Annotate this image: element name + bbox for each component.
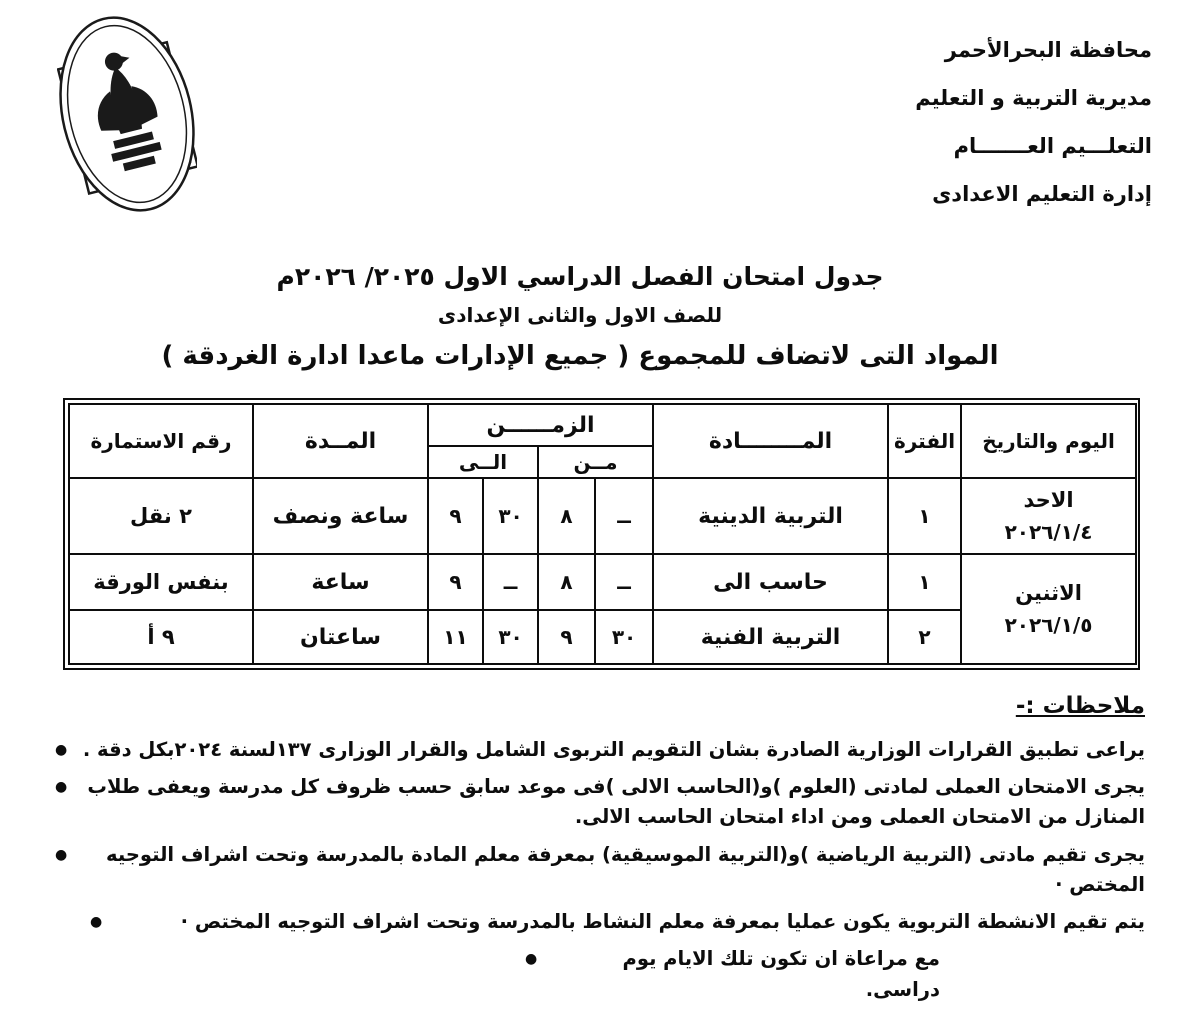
day-label: الاحد bbox=[1023, 488, 1074, 513]
cell-duration: ساعة ونصف bbox=[253, 478, 428, 554]
bullet-icon: ● bbox=[55, 846, 68, 863]
table-row bbox=[69, 478, 1136, 554]
col-header-time-from: مــن bbox=[538, 446, 653, 478]
cell-to-hour: ٩ bbox=[428, 554, 483, 610]
cell-duration: ساعة bbox=[253, 554, 428, 610]
cell-day-date bbox=[961, 478, 1136, 554]
cell-from-minute: ٣٠ bbox=[595, 610, 653, 664]
title-exam-schedule: جدول امتحان الفصل الدراسي الاول ٢٠٢٥/ ٢٠٢٦م bbox=[276, 262, 884, 291]
ministry-logo bbox=[57, 6, 197, 216]
cell-subject: التربية الدينية bbox=[653, 478, 888, 554]
note-item bbox=[55, 772, 1145, 832]
cell-form-number: بنفس الورقة bbox=[69, 554, 253, 610]
cell-day-date bbox=[961, 554, 1136, 664]
date-label: ٢٠٢٦/١/٥ bbox=[1004, 612, 1093, 637]
org-header bbox=[915, 40, 1152, 232]
org-directorate: مديرية التربية و التعليم bbox=[915, 86, 1152, 110]
note-text: يتم تقيم الانشطة التربوية يكون عمليا بمعرفة معلم النشاط بالمدرسة وتحت اشراف التوجيه المختص · bbox=[180, 910, 1145, 934]
note-item bbox=[525, 944, 1145, 1004]
day-label: الاثنين bbox=[1015, 581, 1082, 606]
exam-schedule-table bbox=[63, 398, 1140, 670]
document-title bbox=[0, 262, 1160, 371]
org-prep-administration: إدارة التعليم الاعدادى bbox=[932, 182, 1152, 206]
bullet-icon: ● bbox=[55, 742, 68, 758]
bullet-icon: ● bbox=[525, 951, 538, 968]
notes-section bbox=[55, 693, 1145, 1012]
col-header-period: الفترة bbox=[888, 404, 961, 478]
cell-from-hour: ٩ bbox=[538, 610, 595, 664]
cell-period: ١ bbox=[888, 554, 961, 610]
notes-heading: ملاحظات :- bbox=[1015, 693, 1145, 719]
bullet-icon: ● bbox=[90, 914, 103, 931]
note-item bbox=[55, 840, 1145, 900]
note-text: يراعى تطبيق القرارات الوزارية الصادرة بشان التقويم التربوى الشامل والقرار الوزارى ١٣٧لسنة ٢٠٢٤بكل دقة . bbox=[82, 738, 1145, 761]
col-header-day-date: اليوم والتاريخ bbox=[961, 404, 1136, 478]
col-header-form-number: رقم الاستمارة bbox=[69, 404, 253, 478]
cell-from-hour: ٨ bbox=[538, 478, 595, 554]
col-header-subject: المــــــــادة bbox=[653, 404, 888, 478]
note-text: يجرى الامتحان العملى لمادتى (العلوم )و(الحاسب الالى )فى موعد سابق حسب ظروف كل مدرسة ويعفى طلاب المنازل من الامتحان العملى ومن اداء امتحان الحاسب الالى. bbox=[87, 775, 1145, 829]
cell-to-minute: ٣٠ bbox=[483, 478, 538, 554]
eagle-emblem-icon bbox=[57, 6, 197, 216]
note-text: يجرى تقيم مادتى (التربية الرياضية )و(التربية الموسيقية) بمعرفة معلم المادة بالمدرسة وتحت اشراف التوجيه المختص · bbox=[106, 842, 1145, 896]
date-label: ٢٠٢٦/١/٤ bbox=[1004, 519, 1093, 544]
cell-to-minute: ٣٠ bbox=[483, 610, 538, 664]
cell-duration: ساعتان bbox=[253, 610, 428, 664]
col-header-duration: المــدة bbox=[253, 404, 428, 478]
title-grades: للصف الاول والثانى الإعدادى bbox=[437, 303, 723, 327]
cell-subject: التربية الفنية bbox=[653, 610, 888, 664]
org-general-education: التعلـــيم العـــــــام bbox=[953, 134, 1152, 158]
cell-form-number: ٢ نقل bbox=[69, 478, 253, 554]
note-text: مع مراعاة ان تكون تلك الايام يوم دراسى. bbox=[622, 947, 940, 1001]
note-item bbox=[55, 735, 1145, 765]
col-header-time: الزمــــــن bbox=[428, 404, 653, 446]
cell-from-hour: ٨ bbox=[538, 554, 595, 610]
org-governorate: محافظة البحرالأحمر bbox=[944, 38, 1152, 62]
cell-period: ٢ bbox=[888, 610, 961, 664]
cell-to-hour: ٩ bbox=[428, 478, 483, 554]
cell-form-number: ٩ أ bbox=[69, 610, 253, 664]
cell-from-minute: ــ bbox=[595, 554, 653, 610]
cell-to-hour: ١١ bbox=[428, 610, 483, 664]
col-header-time-to: الــى bbox=[428, 446, 538, 478]
cell-period: ١ bbox=[888, 478, 961, 554]
table-row bbox=[69, 554, 1136, 610]
cell-to-minute: ــ bbox=[483, 554, 538, 610]
title-subjects-scope: المواد التى لاتضاف للمجموع ( جميع الإدارات ماعدا ادارة الغردقة ) bbox=[161, 341, 999, 371]
note-item bbox=[90, 907, 1145, 937]
cell-subject: حاسب الى bbox=[653, 554, 888, 610]
cell-from-minute: ــ bbox=[595, 478, 653, 554]
bullet-icon: ● bbox=[55, 779, 68, 796]
